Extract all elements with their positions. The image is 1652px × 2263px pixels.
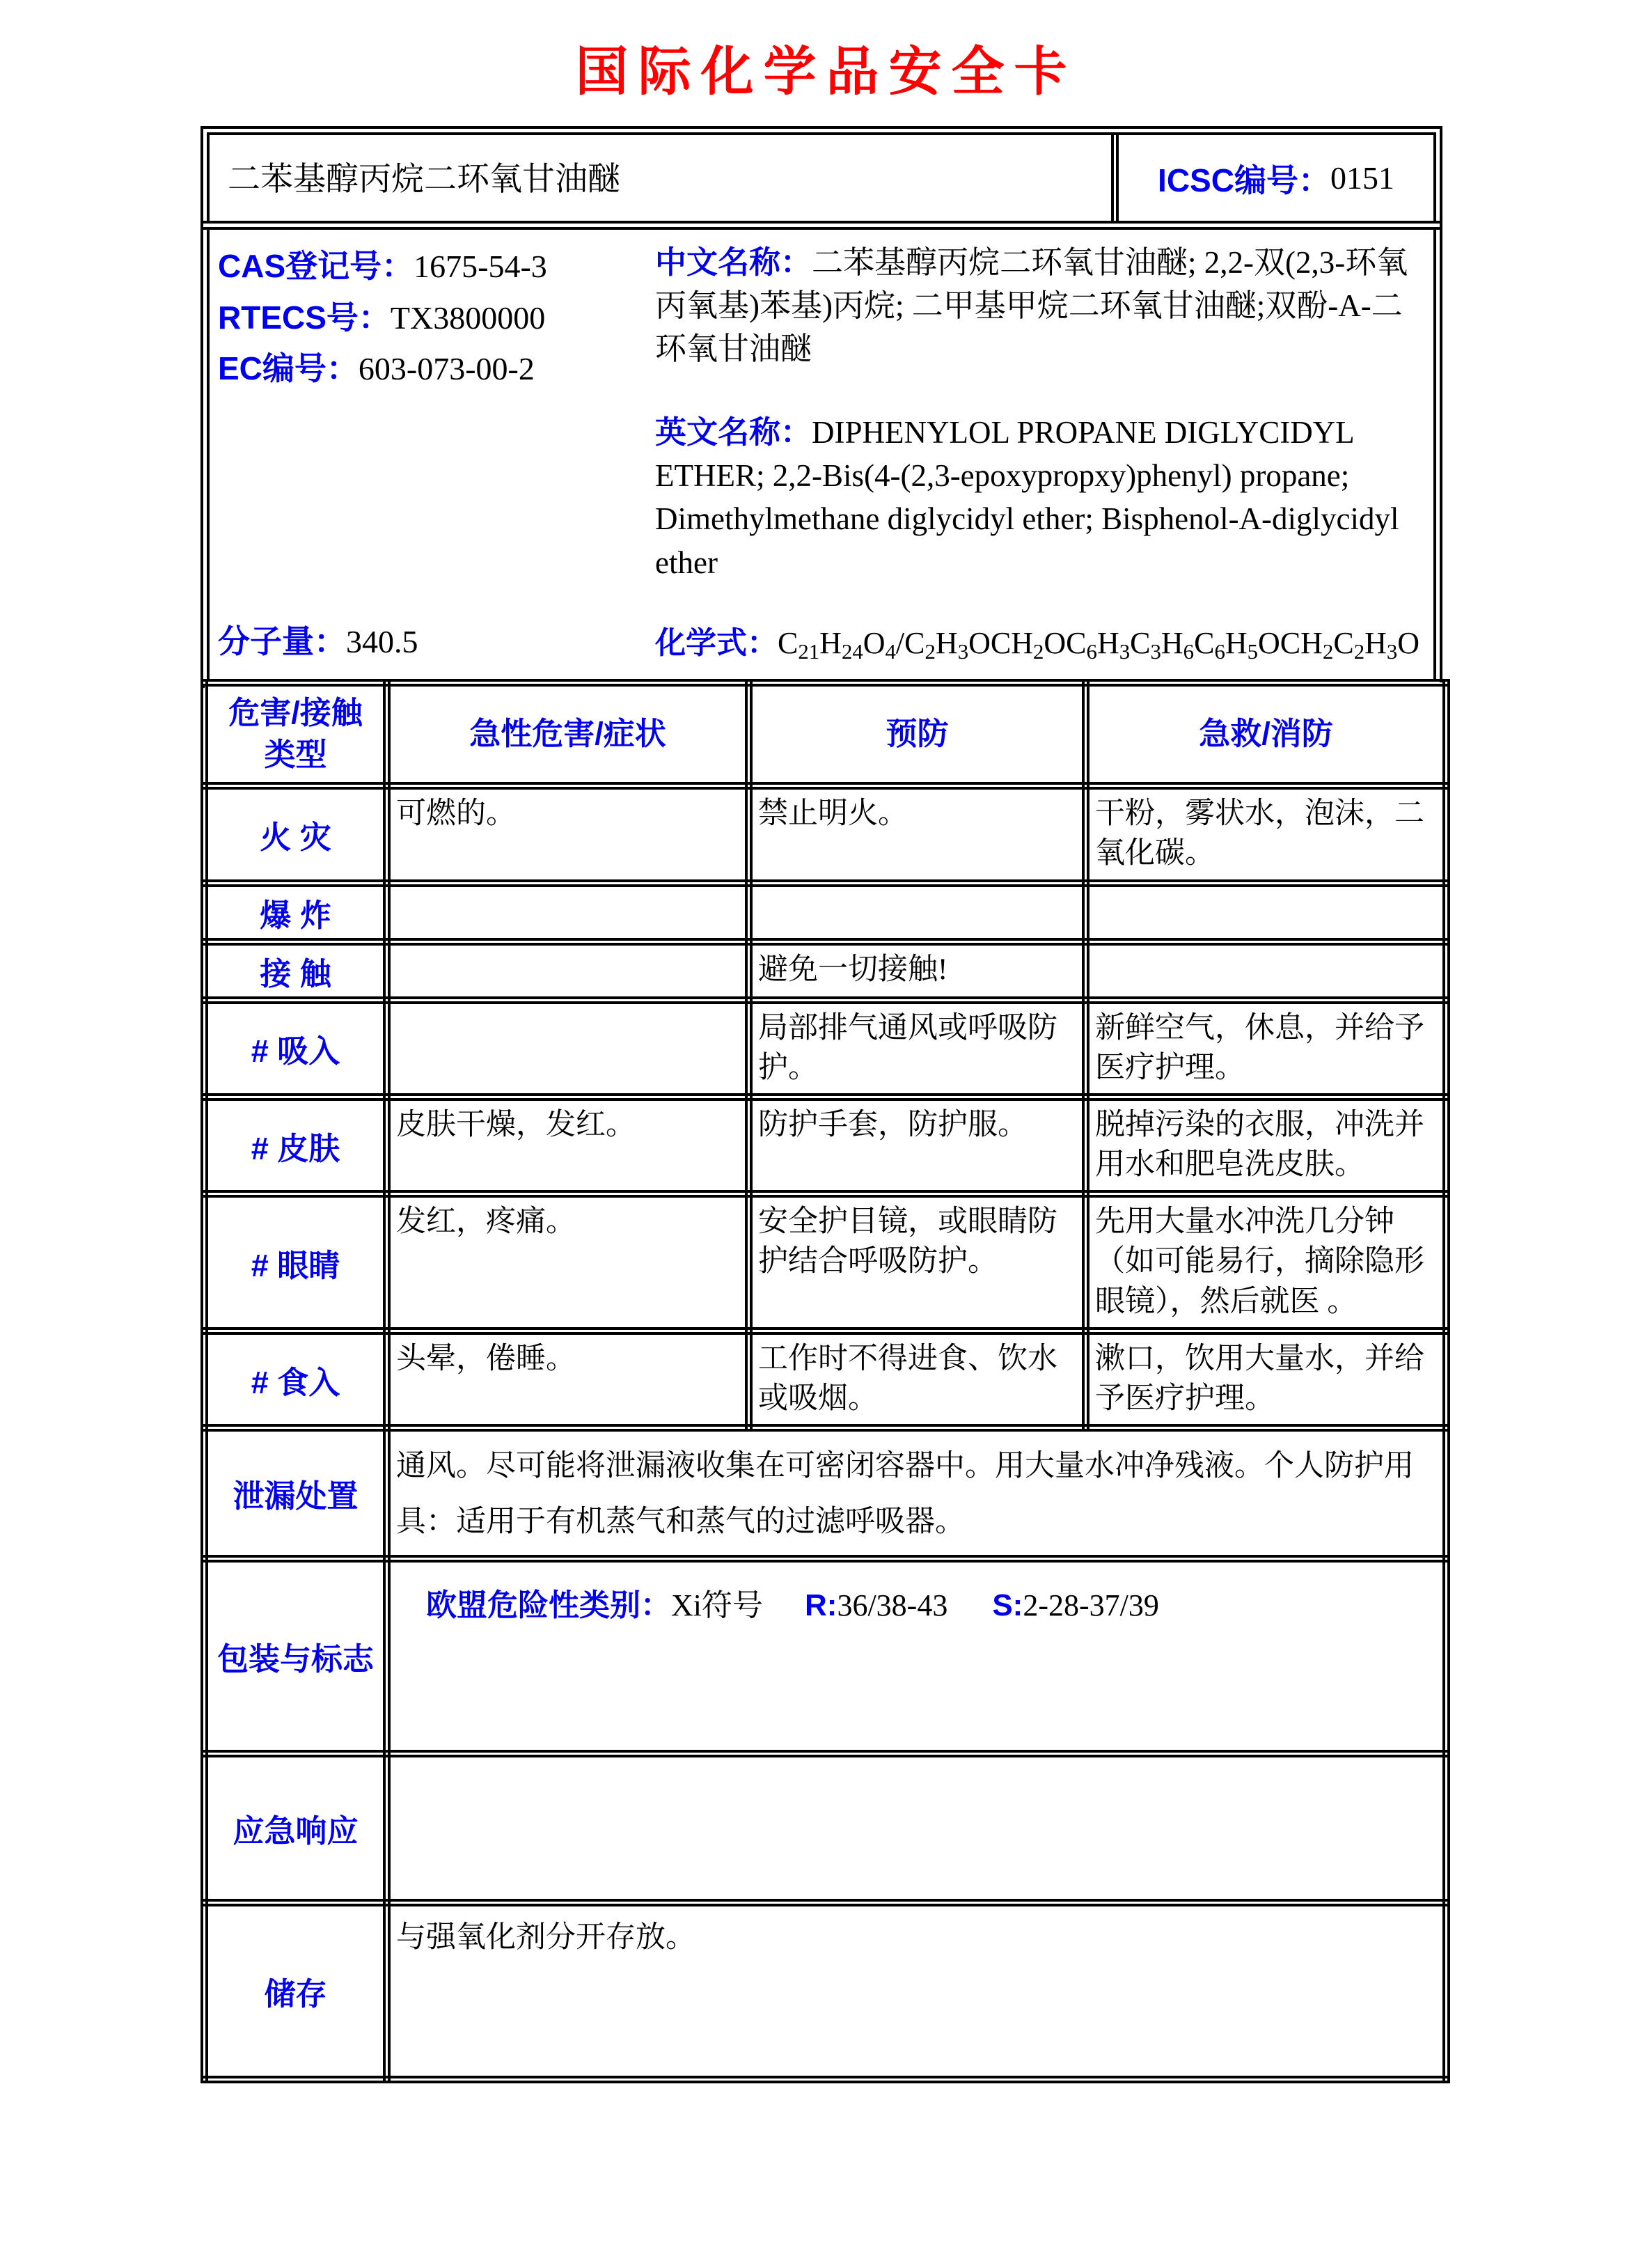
english-names-value: DIPHENYLOL PROPANE DIGLYCIDYL ETHER; 2,2-Bis(4-(2,3-epoxypropxy)phenyl) propane; Dimethylmethane diglycidyl ether; Bisphenol-A-diglycidyl ether [655, 415, 1399, 580]
identification-bottom [218, 616, 1421, 662]
row-label-packaging: 包装与标志 [205, 1559, 387, 1754]
spill-content: 通风。尽可能将泄漏液收集在可密闭容器中。用大量水冲净残液。个人防护用具：适用于有机蒸气和蒸气的过滤呼吸器。 [387, 1428, 1447, 1559]
explosion-first-aid [1086, 883, 1447, 941]
col-header-first-aid: 急救/消防 [1086, 682, 1447, 786]
chinese-names-value: 二苯基醇丙烷二环氧甘油醚; 2,2-双(2,3-环氧丙氧基)苯基)丙烷; 二甲基甲烷二环氧甘油醚;双酚-A-二环氧甘油醚 [655, 245, 1408, 367]
table-row-fire [205, 786, 1447, 883]
ec-line [218, 343, 655, 395]
chemical-formula-label: 化学式： [655, 625, 778, 660]
cas-label: CAS登记号： [218, 248, 414, 284]
col-header-hazard-type-line1: 危害/接触 [228, 694, 363, 730]
cas-value: 1675-54-3 [414, 249, 547, 284]
card-header-row [200, 126, 1442, 230]
col-header-prevention: 预防 [749, 682, 1086, 786]
emergency-content [387, 1754, 1447, 1903]
english-names-label: 英文名称： [655, 414, 812, 451]
ingestion-first-aid: 漱口，饮用大量水，并给予医疗护理。 [1086, 1331, 1447, 1427]
skin-first-aid: 脱掉污染的衣服，冲洗并用水和肥皂洗皮肤。 [1086, 1097, 1447, 1193]
fire-prevention: 禁止明火。 [749, 786, 1086, 883]
chemical-formula-value: $C_{21}H_{24}O_4/C_2H_3OCH_2OC_6H_3C_3H_6C_6H_5OCH_2C_2H_3O$ [778, 625, 1420, 664]
chemical-name: 二苯基醇丙烷二环氧甘油醚 [210, 135, 1119, 221]
table-row-exposure [205, 941, 1447, 1000]
icsc-number: 0151 [1330, 160, 1394, 196]
hazard-table-header-row [205, 682, 1447, 786]
row-label-exposure: 接 触 [205, 941, 387, 1000]
row-label-ingestion: # 食入 [205, 1331, 387, 1427]
packaging-content [387, 1559, 1447, 1754]
s-phrase-value: 2-28-37/39 [1023, 1588, 1159, 1623]
icsc-number-cell [1119, 135, 1433, 221]
ec-value: 603-073-00-2 [358, 351, 535, 387]
fire-symptoms: 可燃的。 [387, 786, 749, 883]
fire-first-aid: 干粉，雾状水，泡沫，二氧化碳。 [1086, 786, 1447, 883]
cas-line [218, 241, 655, 292]
table-row-storage [205, 1903, 1447, 2080]
table-row-spill [205, 1428, 1447, 1559]
explosion-prevention [749, 883, 1086, 941]
molecular-weight-label: 分子量： [218, 622, 346, 659]
molecular-weight [218, 616, 655, 662]
col-header-hazard-type [205, 682, 387, 786]
table-row-explosion [205, 883, 1447, 941]
eu-classification-line [391, 1563, 1442, 1624]
identification-top [218, 241, 1421, 584]
eu-symbol: Xi符号 [671, 1588, 763, 1623]
r-phrase-value: 36/38-43 [837, 1588, 948, 1623]
ec-label: EC编号： [218, 350, 359, 387]
identification-section [200, 221, 1442, 688]
chemical-formula [655, 618, 1421, 662]
col-header-symptoms: 急性危害/症状 [387, 682, 749, 786]
explosion-symptoms [387, 883, 749, 941]
table-row-inhalation [205, 1000, 1447, 1097]
chinese-names [655, 241, 1421, 370]
r-phrase-label: R: [805, 1588, 837, 1623]
rtecs-line [218, 292, 655, 344]
inhalation-symptoms [387, 1000, 749, 1097]
exposure-first-aid [1086, 941, 1447, 1000]
rtecs-label: RTECS号： [218, 299, 391, 336]
registry-numbers [218, 241, 655, 584]
row-label-inhalation: # 吸入 [205, 1000, 387, 1097]
row-label-storage: 储存 [205, 1903, 387, 2080]
row-label-skin: # 皮肤 [205, 1097, 387, 1193]
row-label-eyes: # 眼睛 [205, 1194, 387, 1331]
row-label-emergency: 应急响应 [205, 1754, 387, 1903]
icsc-label: ICSC编号： [1158, 162, 1330, 198]
eyes-symptoms: 发红，疼痛。 [387, 1194, 749, 1331]
molecular-weight-value: 340.5 [346, 623, 418, 659]
eu-class-label: 欧盟危险性类别： [426, 1588, 671, 1623]
col-header-hazard-type-line2: 类型 [264, 737, 327, 773]
skin-symptoms: 皮肤干燥，发红。 [387, 1097, 749, 1193]
english-names [655, 411, 1421, 584]
safety-card [200, 126, 1442, 2083]
skin-prevention: 防护手套，防护服。 [749, 1097, 1086, 1193]
row-label-spill: 泄漏处置 [205, 1428, 387, 1559]
table-row-emergency [205, 1754, 1447, 1903]
inhalation-first-aid: 新鲜空气，休息，并给予医疗护理。 [1086, 1000, 1447, 1097]
row-label-fire: 火 灾 [205, 786, 387, 883]
chemical-names [655, 241, 1421, 584]
storage-content: 与强氧化剂分开存放。 [387, 1903, 1447, 2080]
table-row-skin [205, 1097, 1447, 1193]
ingestion-symptoms: 头晕，倦睡。 [387, 1331, 749, 1427]
hazard-table [200, 679, 1450, 2084]
eyes-first-aid: 先用大量水冲洗几分钟（如可能易行，摘除隐形眼镜），然后就医 。 [1086, 1194, 1447, 1331]
table-row-packaging [205, 1559, 1447, 1754]
exposure-symptoms [387, 941, 749, 1000]
s-phrase-label: S: [992, 1588, 1023, 1623]
exposure-prevention: 避免一切接触! [749, 941, 1086, 1000]
inhalation-prevention: 局部排气通风或呼吸防护。 [749, 1000, 1086, 1097]
chinese-names-label: 中文名称： [655, 244, 812, 280]
ingestion-prevention: 工作时不得进食、饮水或吸烟。 [749, 1331, 1086, 1427]
rtecs-value: TX3800000 [390, 299, 546, 336]
page-title: 国际化学品安全卡 [575, 42, 1077, 102]
eyes-prevention: 安全护目镜，或眼睛防护结合呼吸防护。 [749, 1194, 1086, 1331]
table-row-ingestion [205, 1331, 1447, 1427]
table-row-eyes [205, 1194, 1447, 1331]
row-label-explosion: 爆 炸 [205, 883, 387, 941]
